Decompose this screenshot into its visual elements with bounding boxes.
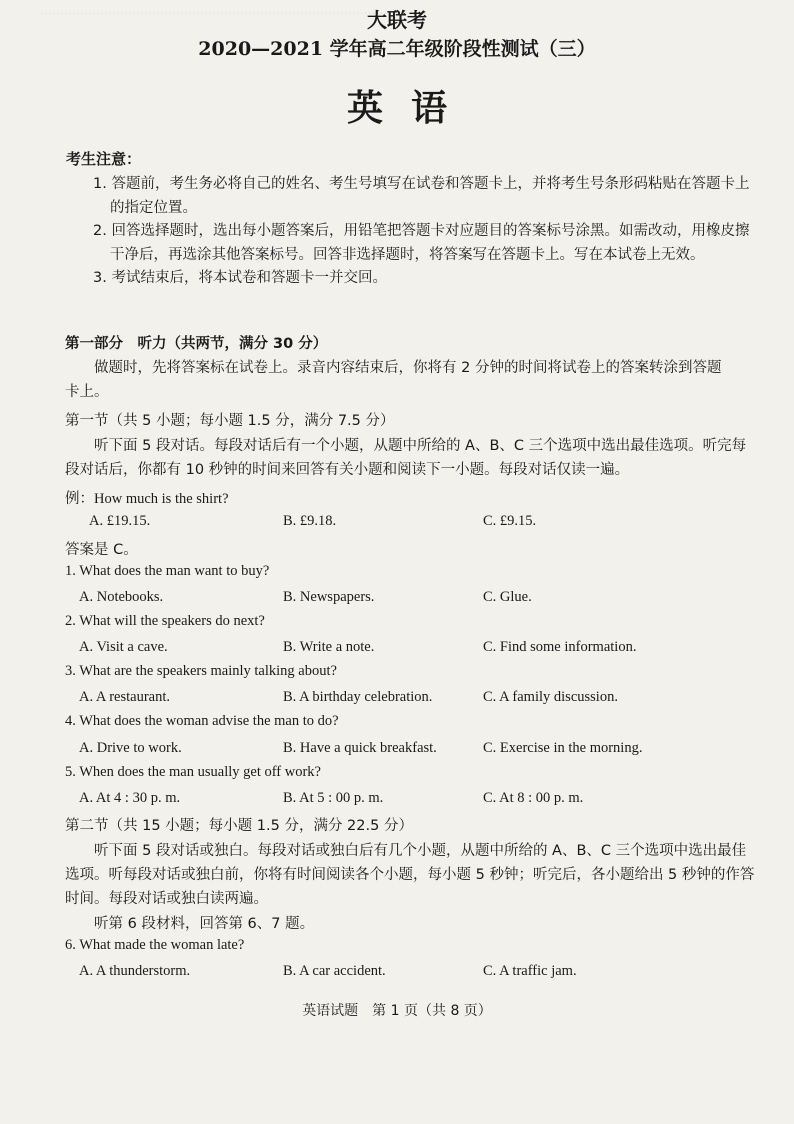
notice-item-2 (93, 219, 753, 267)
question-4-option-c: C. Exercise in the morning. (483, 740, 643, 756)
question-1-option-a: A. Notebooks. (79, 589, 164, 605)
question-1-option-c: C. Glue. (483, 589, 532, 605)
part1-intro-line-2: 卡上。 (65, 384, 109, 400)
part1-heading: 第一部分 听力（共两节，满分 30 分） (65, 336, 328, 352)
example-answer: 答案是 C。 (65, 542, 138, 558)
section1-heading: 第一节（共 5 小题；每小题 1.5 分，满分 7.5 分） (65, 413, 395, 429)
question-3-option-b: B. A birthday celebration. (283, 689, 433, 705)
example-option-a: A. £19.15. (89, 513, 151, 529)
exam-org: 大联考 (367, 8, 427, 32)
question-3: 3. What are the speakers mainly talking about? (65, 663, 337, 679)
example-option-c: C. £9.15. (483, 513, 537, 529)
part1-intro (65, 356, 755, 404)
section2-intro (65, 839, 755, 911)
question-3-option-a: A. A restaurant. (79, 689, 171, 705)
notice-item-1 (93, 172, 753, 220)
question-6: 6. What made the woman late? (65, 937, 245, 953)
section1-intro-line-1: 听下面 5 段对话。每段对话后有一个小题，从题中所给的 A、B、C 三个选项中选出最佳选项。听完每 (94, 438, 747, 454)
subject-title: 英语 (346, 87, 475, 129)
notice-item-2-line-2: 干净后，再选涂其他答案标号。回答非选择题时，将答案写在答题卡上。写在本试卷上无效。 (110, 247, 705, 263)
example-question: 例：How much is the shirt? (65, 491, 229, 507)
question-2: 2. What will the speakers do next? (65, 613, 265, 629)
section2-heading: 第二节（共 15 小题；每小题 1.5 分，满分 22.5 分） (65, 818, 413, 834)
question-5-option-b: B. At 5 : 00 p. m. (283, 790, 384, 806)
part1-intro-line-1: 做题时，先将答案标在试卷上。录音内容结束后，你将有 2 分钟的时间将试卷上的答案转涂到答题 (94, 360, 722, 376)
section1-intro (65, 434, 755, 482)
question-6-option-a: A. A thunderstorm. (79, 963, 191, 979)
question-4-option-a: A. Drive to work. (79, 740, 182, 756)
question-1-option-b: B. Newspapers. (283, 589, 375, 605)
section1-intro-line-2: 段对话后，你都有 10 秒钟的时间来回答有关小题和阅读下一小题。每段对话仅读一遍。 (65, 462, 630, 478)
question-5-option-a: A. At 4 : 30 p. m. (79, 790, 181, 806)
notice-item-3: 3. 考试结束后，将本试卷和答题卡一并交回。 (93, 270, 387, 286)
question-4-option-b: B. Have a quick breakfast. (283, 740, 437, 756)
page-footer: 英语试题 第 1 页（共 8 页） (302, 1003, 492, 1019)
question-6-option-b: B. A car accident. (283, 963, 386, 979)
section2-intro-line-3: 时间。每段对话或独白读两遍。 (65, 891, 268, 907)
question-6-option-c: C. A traffic jam. (483, 963, 577, 979)
question-2-option-c: C. Find some information. (483, 639, 637, 655)
notice-item-1-line-2: 的指定位置。 (110, 200, 197, 216)
bleed-through-background: ·························································································· (40, 6, 400, 20)
question-4: 4. What does the woman advise the man to do? (65, 713, 339, 729)
example-option-b: B. £9.18. (283, 513, 337, 529)
notice-item-1-line-1: 1. 答题前，考生务必将自己的姓名、考生号填写在试卷和答题卡上，并将考生号条形码粘贴在答题卡上 (93, 176, 750, 192)
notice-heading: 考生注意： (66, 150, 142, 168)
question-5: 5. When does the man usually get off work? (65, 764, 321, 780)
section2-intro-line-1: 听下面 5 段对话或独白。每段对话或独白后有几个小题，从题中所给的 A、B、C 三个选项中选出最佳 (94, 843, 747, 859)
exam-title: 2020—2021 学年高二年级阶段性测试（三） (198, 38, 596, 60)
question-2-option-a: A. Visit a cave. (79, 639, 168, 655)
question-2-option-b: B. Write a note. (283, 639, 375, 655)
question-1: 1. What does the man want to buy? (65, 563, 270, 579)
material-6-instruction: 听第 6 段材料，回答第 6、7 题。 (94, 916, 315, 932)
notice-item-2-line-1: 2. 回答选择题时，选出每小题答案后，用铅笔把答题卡对应题目的答案标号涂黑。如需改动，用橡皮擦 (93, 223, 750, 239)
question-5-option-c: C. At 8 : 00 p. m. (483, 790, 584, 806)
section2-intro-line-2: 选项。听每段对话或独白前，你将有时间阅读各个小题，每小题 5 秒钟；听完后，各小题给出 5 秒钟的作答 (65, 867, 755, 883)
question-3-option-c: C. A family discussion. (483, 689, 618, 705)
